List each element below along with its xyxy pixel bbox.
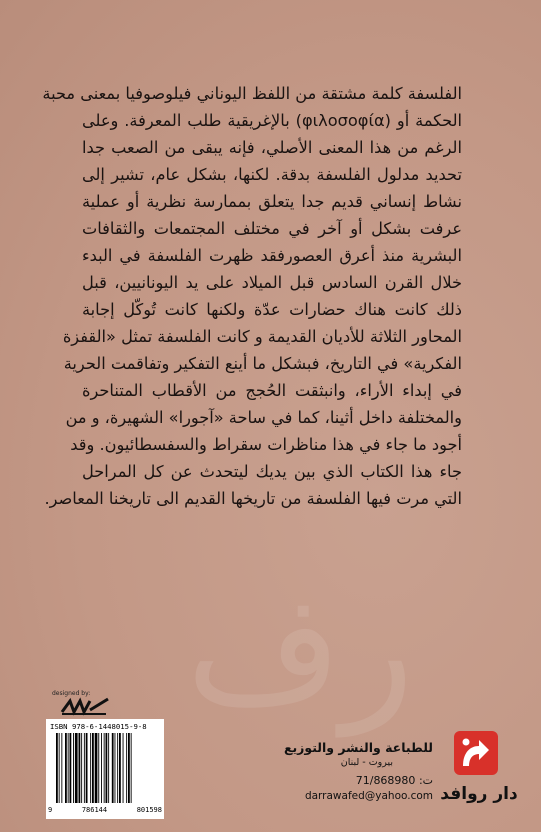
barcode-bar [75,733,78,803]
barcode-digits [48,806,162,814]
blurb-line: الحكمة أو (φιλοσοφία) بالإغريقية طلب المعرفة. وعلى [82,111,463,130]
barcode-bar [65,733,67,803]
blurb-line: الفلسفة كلمة مشتقة من اللفظ اليوناني فيلوصوفيا بمعنى محبة [42,84,462,103]
blurb-line: الرغم من هذا المعنى الأصلي، فإنه يبقى من الصعب جدا [82,138,462,157]
barcode-digit-group-2: 801598 [136,806,162,814]
barcode-bar [92,733,94,803]
barcode-bar [73,733,74,803]
barcode-bar [70,733,72,803]
blurb-line: خلال القرن السادس قبل الميلاد على يد اليونانيين، قبل [82,273,462,292]
blurb-line: جاء هذا الكتاب الذي بين يديك ليتحدث عن كل المراحل [82,462,462,481]
blurb-line: ذلك كانت هناك حضارات عدّة ولكنها كانت تُوكّل إجابة [82,300,462,319]
publisher-brand: دار روافد [440,784,518,804]
barcode-bar [59,733,60,803]
barcode-bar [108,733,109,803]
blurb-line: والمختلفة داخل أثينا، كما في ساحة «آجورا» الشهيرة، و من [65,408,462,427]
barcode-bar [98,733,99,803]
barcode-bar [128,733,130,803]
blurb-line: أجود ما جاء في هذا مناظرات سقراط والسفسطائيون. وقد [70,435,462,454]
publisher-logo-icon [451,728,501,778]
barcode-bars [50,733,160,805]
barcode-bar [101,733,102,803]
barcode-bar [104,733,105,803]
barcode-bar [86,733,88,803]
barcode-bar [126,733,127,803]
publisher-phone [233,774,433,787]
barcode-bar [106,733,108,803]
barcode-bar [84,733,85,803]
designer-label: designed by: [52,690,91,697]
barcode-bar [56,733,58,803]
barcode-bar [131,733,132,803]
blurb-text [42,80,463,512]
barcode-bar [79,733,81,803]
barcode-bar [119,733,121,803]
publisher-tagline: للطباعة والنشر والتوزيع [283,740,433,755]
barcode-bar [81,733,82,803]
phone-number: 71/868980 [355,774,416,787]
barcode-bar [90,733,91,803]
publisher-city: بيروت - لبنان [340,757,393,768]
barcode-bar [68,733,69,803]
barcode-bar [112,733,114,803]
blurb-line: المحاور الثلاثة للأديان القديمة و كانت الفلسفة تمثل «القفزة [62,327,462,346]
barcode [46,719,164,819]
blurb-line: التي مرت فيها الفلسفة من تاريخها القديم الى تاريخنا المعاصر. [44,489,462,508]
designer-logo-icon [60,696,110,716]
blurb-line: البشرية منذ أعرق العصورفقد ظهرت الفلسفة في البدء [82,246,462,265]
barcode-digit-group-1: 786144 [81,806,108,814]
publisher-info [233,740,433,802]
isbn-number: ISBN 978-6-1448015-9-8 [50,722,147,731]
barcode-bar [115,733,116,803]
barcode-bar [117,733,118,803]
blurb-line: عرفت بشكل أو آخر في مختلف المجتمعات والثقافات [82,219,462,238]
blurb-line: تحديد مدلول الفلسفة بدقة. لكنها، بشكل عام، تشير إلى [82,165,462,184]
blurb-line: نشاط إنساني قديم جدا يتعلق بممارسة نظرية أو عملية [82,192,462,211]
phone-label: ت: [418,774,433,787]
watermark-logo: رف [186,563,414,737]
barcode-bar [123,733,124,803]
barcode-bar [61,733,62,803]
publisher-email: darrawafed@yahoo.com [304,790,433,802]
barcode-bar [95,733,98,803]
designer-credit [52,690,122,716]
blurb-line: الفكرية» في التاريخ، فبشكل ما أينع التفكير وتفاقمت الحرية [63,354,462,373]
blurb-line: في إبداء الأراء، وانبثقت الحُجج من الأقطاب المتناحرة [82,381,462,400]
barcode-digit-prefix: 9 [48,806,53,814]
